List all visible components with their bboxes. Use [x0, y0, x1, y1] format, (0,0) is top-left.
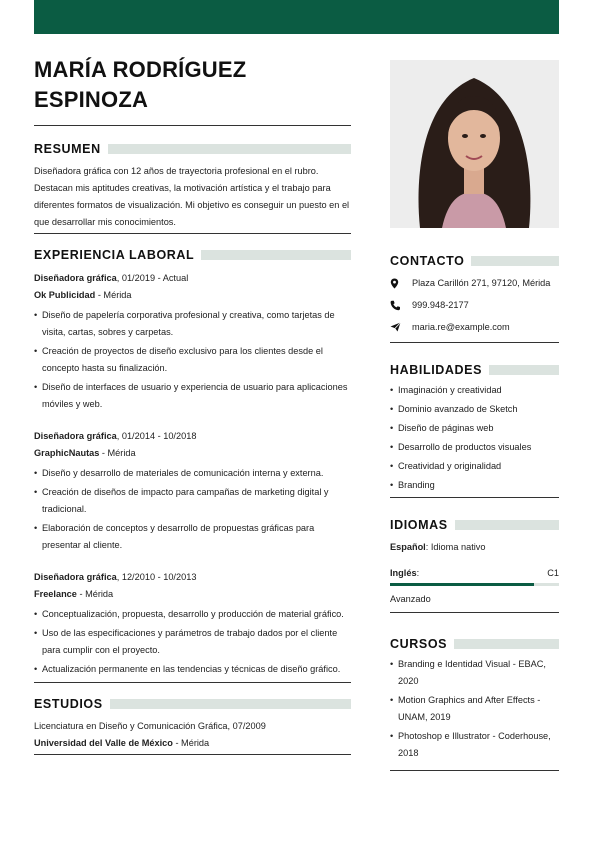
experience-section	[34, 248, 351, 683]
list-item: • Uso de las especificaciones y parámetros de trabajo dados por el cliente para cumplir con el proyecto.	[34, 625, 351, 659]
contact-address-text: Plaza Carillón 271, 97120, Mérida	[412, 278, 551, 288]
education-section	[34, 697, 351, 755]
education-heading	[34, 697, 351, 711]
languages-section	[390, 518, 559, 613]
language-second-colon: :	[416, 568, 420, 578]
section-band	[108, 144, 351, 154]
job-dates: , 01/2014 - 10/2018	[116, 431, 197, 441]
contact-address	[390, 276, 559, 290]
education-degree: Licenciatura en Diseño y Comunicación Gráfica, 07/2009	[34, 721, 266, 731]
skills-section	[390, 363, 559, 498]
summary-heading	[34, 142, 351, 156]
contact-email	[390, 320, 559, 334]
job-location: - Mérida	[99, 448, 136, 458]
languages-title: IDIOMAS	[390, 518, 448, 532]
list-item: • Diseño y desarrollo de materiales de comunicación interna y externa.	[34, 465, 351, 482]
list-item: • Diseño de páginas web	[390, 420, 559, 437]
section-divider	[390, 770, 559, 771]
list-item: • Dominio avanzado de Sketch	[390, 401, 559, 418]
list-item: • Conceptualización, propuesta, desarrollo y producción de material gráfico.	[34, 606, 351, 623]
language-level-code: C1	[547, 568, 559, 578]
phone-icon	[390, 300, 406, 311]
job-location: - Mérida	[76, 589, 114, 599]
section-band	[454, 639, 559, 649]
skills-title: HABILIDADES	[390, 363, 483, 377]
language-level-fill	[390, 583, 534, 586]
list-item: • Diseño de interfaces de usuario y experiencia de usuario para aplicaciones móviles y web.	[34, 379, 351, 413]
courses-heading	[390, 637, 559, 651]
courses-section	[390, 637, 559, 771]
list-item: • Creación de diseños de impacto para campañas de marketing digital y tradicional.	[34, 484, 351, 518]
location-pin-icon	[390, 278, 406, 289]
list-item: • Creación de proyectos de diseño exclusivo para los clientes desde el concepto hasta su finalización.	[34, 343, 351, 377]
list-item: • Photoshop e Illustrator - Coderhouse, 2018	[390, 728, 559, 762]
job-entry	[34, 569, 351, 678]
language-second	[390, 566, 559, 580]
contact-title: CONTACTO	[390, 254, 465, 268]
list-item: • Branding	[390, 477, 559, 494]
contact-section	[390, 254, 559, 343]
contact-phone	[390, 298, 559, 312]
section-band	[110, 699, 351, 709]
job-entry	[34, 428, 351, 554]
summary-text: Diseñadora gráfica con 12 años de trayectoria profesional en el rubro. Destacan mis aptitudes creativas, la motivación artística y el trabajo para diferentes formatos de visualización. Mi objetivo es conseguir un puesto en el que desarrollar mis conocimientos.	[34, 166, 350, 227]
header-accent-bar	[34, 0, 559, 34]
summary-section	[34, 142, 351, 234]
job-company: GraphicNautas	[34, 448, 100, 458]
experience-heading	[34, 248, 351, 262]
job-role: Diseñadora gráfica	[34, 273, 117, 283]
section-divider	[390, 497, 559, 498]
job-location: - Mérida	[95, 290, 132, 300]
job-role: Diseñadora gráfica	[34, 431, 117, 441]
language-second-label: Inglés	[390, 568, 417, 578]
education-school: Universidad del Valle de México	[34, 738, 173, 748]
contact-phone-text: 999.948-2177	[412, 300, 469, 310]
list-item: • Diseño de papelería corporativa profesional y creativa, como tarjetas de visita, cartas, sobres y carpetas.	[34, 307, 351, 341]
job-role: Diseñadora gráfica	[34, 572, 117, 582]
job-company: Ok Publicidad	[34, 290, 96, 300]
language-native-label: Español	[390, 542, 426, 552]
languages-heading	[390, 518, 559, 532]
profile-photo	[390, 60, 559, 228]
section-divider	[390, 612, 559, 613]
experience-title: EXPERIENCIA LABORAL	[34, 248, 195, 262]
list-item: • Elaboración de conceptos y desarrollo de propuestas gráficas para presentar al cliente.	[34, 520, 351, 554]
language-native-value: : Idioma nativo	[425, 542, 486, 552]
language-level-text: Avanzado	[390, 594, 431, 604]
education-location: - Mérida	[172, 738, 210, 748]
main-column	[34, 55, 351, 755]
job-dates: , 01/2019 - Actual	[116, 273, 189, 283]
skills-list	[390, 382, 559, 494]
job-bullets	[34, 465, 351, 554]
list-item: • Branding e Identidad Visual - EBAC, 2020	[390, 656, 559, 690]
section-divider	[34, 233, 351, 234]
section-divider	[390, 342, 559, 343]
section-divider	[34, 754, 351, 755]
summary-title: RESUMEN	[34, 142, 101, 156]
list-item: • Desarrollo de productos visuales	[390, 439, 559, 456]
section-band	[201, 250, 351, 260]
list-item: • Motion Graphics and After Effects - UNAM, 2019	[390, 692, 559, 726]
section-divider	[34, 682, 351, 683]
education-title: ESTUDIOS	[34, 697, 103, 711]
section-band	[455, 520, 559, 530]
job-entry	[34, 270, 351, 413]
list-item: • Actualización permanente en las tendencias y técnicas de diseño gráfico.	[34, 661, 351, 678]
language-level-bar	[390, 583, 559, 586]
courses-list	[390, 656, 559, 762]
job-dates: , 12/2010 - 10/2013	[116, 572, 197, 582]
contact-email-text[interactable]: maria.re@example.com	[412, 322, 510, 332]
send-icon	[390, 322, 406, 332]
skills-heading	[390, 363, 559, 377]
job-bullets	[34, 307, 351, 413]
list-item: • Imaginación y creatividad	[390, 382, 559, 399]
language-native	[390, 540, 559, 554]
list-item: • Creatividad y originalidad	[390, 458, 559, 475]
candidate-name: MARÍA RODRÍGUEZ ESPINOZA	[34, 55, 351, 126]
sidebar-column	[390, 60, 559, 771]
job-bullets	[34, 606, 351, 678]
job-company: Freelance	[34, 589, 77, 599]
section-band	[489, 365, 559, 375]
contact-heading	[390, 254, 559, 268]
portrait-illustration	[390, 60, 559, 228]
section-band	[471, 256, 559, 266]
courses-title: CURSOS	[390, 637, 448, 651]
